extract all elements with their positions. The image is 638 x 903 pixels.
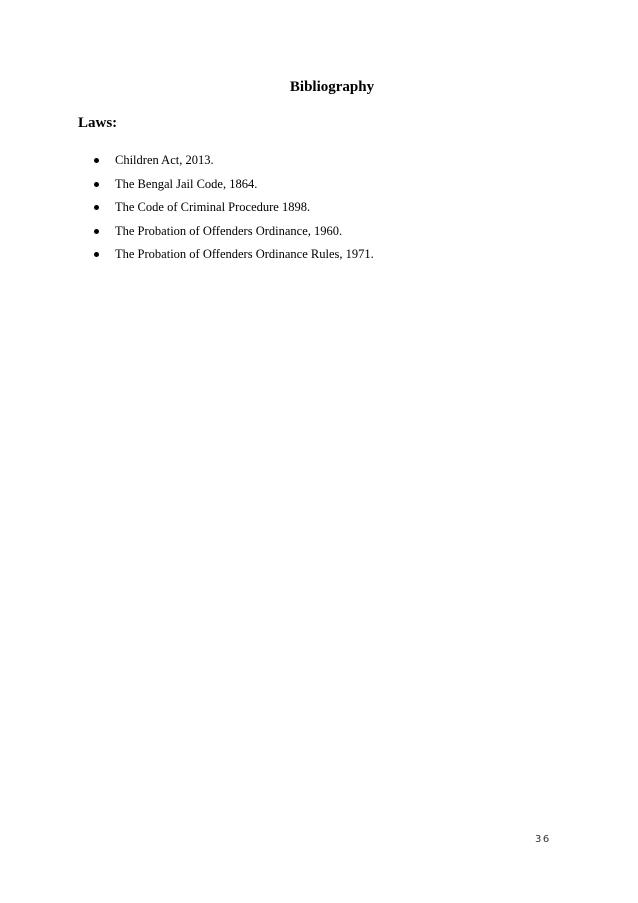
bullet-icon <box>94 252 99 257</box>
list-item <box>94 220 374 244</box>
bullet-icon <box>94 205 99 210</box>
list-item <box>94 173 374 197</box>
law-text: The Bengal Jail Code, 1864. <box>115 176 258 191</box>
law-text: The Probation of Offenders Ordinance Rules, 1971. <box>115 247 374 262</box>
bullet-icon <box>94 229 99 234</box>
law-text: The Code of Criminal Procedure 1898. <box>115 200 311 215</box>
page-title: Bibliography <box>289 79 375 95</box>
section-heading-laws: Laws: <box>78 115 118 131</box>
law-text: The Probation of Offenders Ordinance, 1960. <box>115 223 343 238</box>
list-item <box>94 196 374 220</box>
list-item <box>94 149 374 173</box>
laws-list <box>94 149 374 267</box>
page-number: 36 <box>535 834 551 845</box>
bullet-icon <box>94 182 99 187</box>
bullet-icon <box>94 158 99 163</box>
list-item <box>94 243 374 267</box>
law-text: Children Act, 2013. <box>115 153 214 168</box>
